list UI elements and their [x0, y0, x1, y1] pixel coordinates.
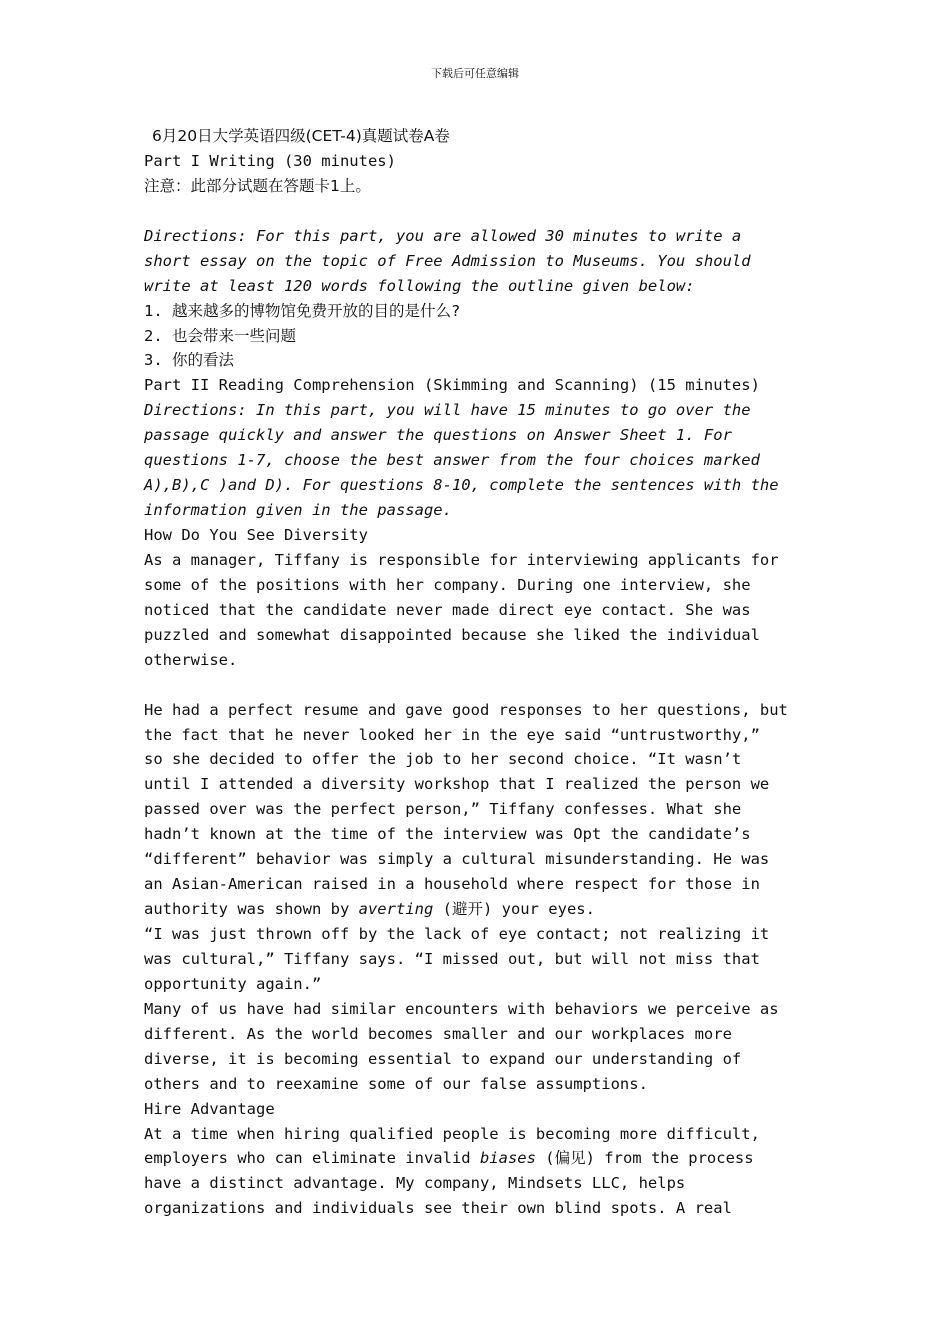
italic-term: biases	[479, 1149, 536, 1168]
part2-heading: Part II Reading Comprehension (Skimming and Scanning) (15 minutes)	[144, 376, 760, 395]
quote-line: “I was just thrown off by the lack of eye contact; not realizing it	[144, 925, 770, 943]
text-run: authority was shown by	[144, 900, 359, 919]
paragraph-line: others and to reexamine some of our false assumptions.	[144, 1074, 648, 1093]
part1-note: 注意：此部分试题在答题卡1上。	[144, 176, 371, 195]
italic-term: averting	[358, 900, 434, 919]
paragraph-line: As a manager, Tiffany is responsible for interviewing applicants for	[144, 550, 779, 569]
text-run: (避开) your eyes.	[433, 900, 595, 919]
paragraph-line	[144, 1146, 824, 1171]
paragraph-line: the fact that he never looked her in the eye said “untrustworthy,”	[144, 725, 760, 744]
part1-directions-line: short essay on the topic of Free Admission to Museums. You should	[144, 251, 751, 270]
paragraph-line: noticed that the candidate never made direct eye contact. She was	[144, 600, 751, 619]
spacer	[144, 199, 824, 224]
exam-title: 6月20日大学英语四级(CET-4)真题试卷A卷	[152, 127, 450, 145]
part2-directions-line: passage quickly and answer the questions on Answer Sheet 1. For	[144, 426, 732, 445]
paragraph-line: diverse, it is becoming essential to expand our understanding of	[144, 1049, 742, 1068]
part1-directions-line: Directions: For this part, you are allowed 30 minutes to write a	[144, 226, 742, 245]
paragraph-line: “different” behavior was simply a cultural misunderstanding. He was	[144, 850, 770, 869]
paragraph-line: He had a perfect resume and gave good responses to her questions, but	[144, 700, 788, 719]
paragraph-line: Many of us have had similar encounters with behaviors we perceive as	[144, 999, 779, 1018]
part2-directions-line: Directions: In this part, you will have 15 minutes to go over the	[144, 401, 751, 420]
part2-directions-line: information given in the passage.	[144, 501, 452, 520]
text-run: employers who can eliminate invalid	[144, 1149, 480, 1168]
paragraph-line: organizations and individuals see their own blind spots. A real	[144, 1199, 732, 1218]
paragraph-line: passed over was the perfect person,” Tiffany confesses. What she	[144, 800, 742, 819]
paragraph-line: have a distinct advantage. My company, Mindsets LLC, helps	[144, 1174, 686, 1193]
paragraph-line: At a time when hiring qualified people is becoming more difficult,	[144, 1124, 760, 1143]
paragraph-line: hadn’t known at the time of the interview was Opt the candidate’s	[144, 825, 751, 844]
quote-line: opportunity again.”	[144, 974, 322, 993]
part1-directions-line: write at least 120 words following the outline given below:	[144, 276, 695, 295]
paragraph-line	[144, 897, 824, 922]
paragraph-line: so she decided to offer the job to her second choice. “It wasn’t	[144, 750, 742, 769]
part1-heading: Part I Writing (30 minutes)	[144, 151, 396, 170]
part2-directions-line: A),B),C )and D). For questions 8-10, complete the sentences with the	[144, 476, 779, 495]
paragraph-line: an Asian-American raised in a household where respect for those in	[144, 875, 760, 894]
outline-item: 2. 也会带来一些问题	[144, 326, 296, 345]
section-heading: Hire Advantage	[144, 1099, 275, 1118]
quote-line: was cultural,” Tiffany says. “I missed out, but will not miss that	[144, 949, 760, 968]
page-header-note: 下载后可任意编辑	[431, 67, 519, 80]
passage-title: How Do You See Diversity	[144, 526, 368, 544]
paragraph-line: different. As the world becomes smaller and our workplaces more	[144, 1024, 732, 1043]
paragraph-line: otherwise.	[144, 650, 238, 669]
outline-item: 3. 你的看法	[144, 351, 234, 370]
paragraph-line: until I attended a diversity workshop that I realized the person we	[144, 775, 770, 794]
spacer	[144, 673, 824, 698]
paragraph-line: puzzled and somewhat disappointed because she liked the individual	[144, 625, 760, 644]
paragraph-line: some of the positions with her company. During one interview, she	[144, 575, 751, 594]
text-run: (偏见) from the process	[535, 1149, 754, 1168]
part2-directions-line: questions 1-7, choose the best answer from the four choices marked	[144, 451, 760, 470]
document-body	[144, 124, 824, 1221]
outline-item: 1. 越来越多的博物馆免费开放的目的是什么?	[144, 301, 461, 320]
